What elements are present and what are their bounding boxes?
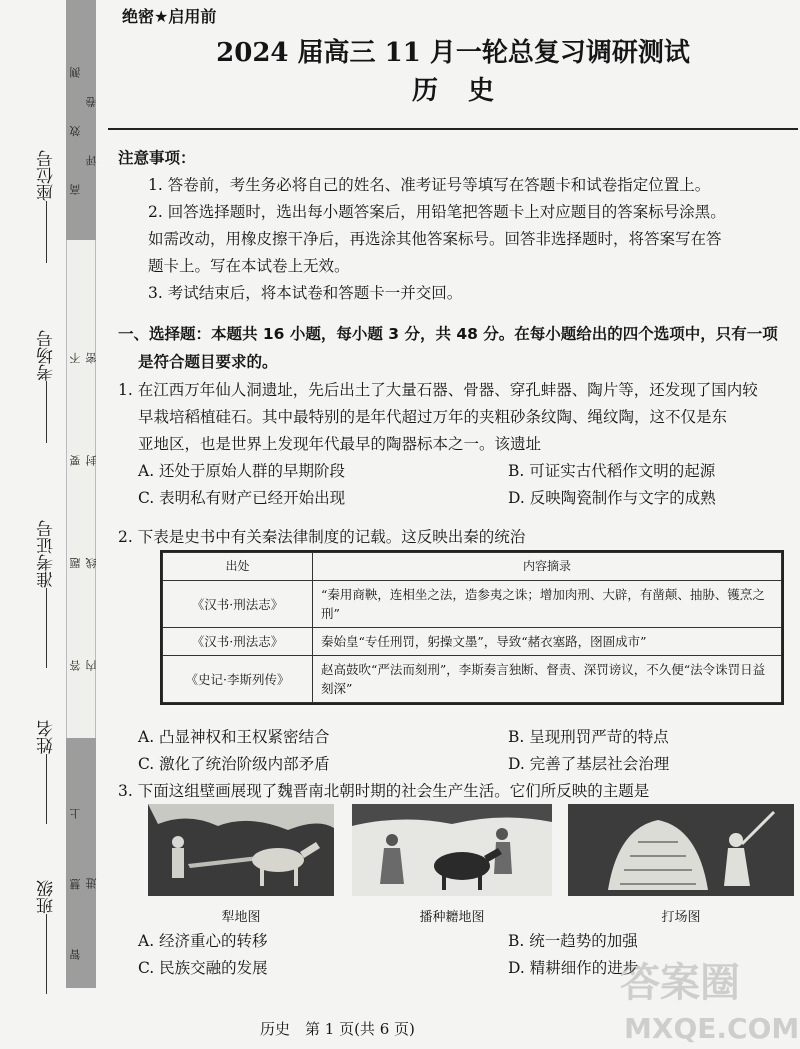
q1-stem-line: 亚地区，也是世界上发现年代最早的陶器标本之一。该遗址	[138, 435, 542, 453]
section-heading	[118, 320, 798, 376]
secret-mark: 绝密★启用前	[122, 7, 217, 26]
mural-threshing-image	[568, 804, 794, 896]
q3-option-c[interactable]: C. 民族交融的发展	[138, 959, 268, 977]
exam-room-field[interactable]	[34, 330, 59, 447]
mural-caption: 播种耱地图	[419, 910, 485, 925]
subject-title: 历史	[411, 76, 524, 106]
note-item: 3. 考试结束后，将本试卷和答题卡一并交回。	[148, 284, 463, 302]
seat-field[interactable]	[34, 150, 59, 267]
header-rule	[108, 128, 798, 130]
table-row	[163, 581, 782, 628]
binding-margin	[0, 0, 100, 1049]
notes-heading: 注意事项：	[118, 149, 196, 167]
question-3-stem: 3. 下面这组壁画展现了魏晋南北朝时期的社会生产生活。它们所反映的主题是	[118, 782, 650, 800]
notes-block	[118, 145, 798, 307]
name-field[interactable]	[34, 720, 59, 828]
exam-id-line	[46, 588, 47, 668]
q2-option-a[interactable]: A. 凸显神权和王权紧密结合	[138, 728, 330, 746]
q1-stem-line: 1. 在江西万年仙人洞遗址，先后出土了大量石器、骨器、穿孔蚌器、陶片等，还发现了国内较	[118, 381, 758, 399]
exam-title: 2024 届高三 11 月一轮总复习调研测试	[216, 38, 690, 68]
table-cell-content: 秦始皇“专任刑罚，躬操文墨”，导致“赭衣塞路，囹圄成市”	[313, 628, 782, 656]
q1-option-c[interactable]: C. 表明私有财产已经开始出现	[138, 489, 346, 507]
q2-option-c[interactable]: C. 激化了统治阶级内部矛盾	[138, 755, 330, 773]
q1-option-d[interactable]: D. 反映陶瓷制作与文字的成熟	[508, 489, 716, 507]
table-cell-content: 赵高鼓吹“严法而刻刑”，李斯奏言独断、督责、深罚谤议，不久便“法令诛罚日益刻深”	[313, 656, 782, 703]
exam-id-label: 准考证号	[37, 520, 57, 588]
q2-law-table	[162, 552, 782, 703]
table-row	[163, 656, 782, 703]
q3-option-a[interactable]: A. 经济重心的转移	[138, 932, 268, 950]
class-line	[46, 914, 47, 994]
question-1	[118, 377, 798, 512]
q2-option-d[interactable]: D. 完善了基层社会治理	[508, 755, 670, 773]
note-item: 1. 答卷前，考生务必将自己的姓名、准考证号等填写在答题卡和试卷指定位置上。	[148, 176, 711, 194]
exam-id-field[interactable]	[34, 520, 59, 672]
mural-sowing-image	[352, 804, 552, 896]
section-line: 是符合题目要求的。	[138, 353, 278, 371]
question-2-options	[118, 724, 798, 778]
site-watermark-logo	[610, 944, 800, 1049]
note-item: 2. 回答选择题时，选出每小题答案后，用铅笔把答题卡上对应题目的答案标号涂黑。	[148, 203, 726, 221]
table-cell-content: “秦用商鞅，连相坐之法，造参夷之诛；增加肉刑、大辟，有凿颠、抽胁、镬烹之刑”	[313, 581, 782, 628]
q1-option-b[interactable]: B. 可证实古代稻作文明的起源	[508, 462, 716, 480]
question-2-stem: 2. 下表是史书中有关秦法律制度的记载。这反映出秦的统治	[118, 528, 526, 546]
table-header-content: 内容摘录	[313, 553, 782, 581]
mural-group	[148, 804, 798, 934]
mural-caption: 打场图	[661, 910, 701, 925]
margin-band-middle-text: 答 题 要 不 内 线 封 密	[69, 308, 98, 672]
margin-band-bottom-text: 智 慧 上 进	[69, 780, 98, 960]
exam-room-line	[46, 381, 47, 443]
svg-text:MXQE.COM: MXQE.COM	[624, 1012, 800, 1045]
class-label: 班级	[37, 880, 57, 914]
table-cell-source: 《汉书·刑法志》	[163, 581, 313, 628]
table-row	[163, 628, 782, 656]
section-line: 一、选择题：本题共 16 小题，每小题 3 分，共 48 分。在每小题给出的四个选项中，只有一项	[118, 325, 778, 343]
table-cell-source: 《汉书·刑法志》	[163, 628, 313, 656]
name-line	[46, 754, 47, 824]
seat-label: 座位号	[37, 150, 57, 201]
svg-text:答案圈: 答案圈	[620, 960, 740, 1006]
q2-option-b[interactable]: B. 呈现刑罚严苛的特点	[508, 728, 669, 746]
note-item: 如需改动，用橡皮擦干净后，再选涂其他答案标号。回答非选择题时，将答案写在答	[148, 230, 722, 248]
q3-option-b[interactable]: B. 统一趋势的加强	[508, 932, 638, 950]
note-item: 题卡上。写在本试卷上无效。	[148, 257, 350, 275]
mural-plowing-image	[148, 804, 334, 896]
table-header-row	[163, 553, 782, 581]
exam-room-label: 考场号	[37, 330, 57, 381]
name-label: 姓名	[37, 720, 57, 754]
class-field[interactable]	[34, 880, 59, 998]
page-footer: 历史 第 1 页(共 6 页)	[260, 1020, 415, 1038]
table-header-source: 出处	[163, 553, 313, 581]
q1-option-a[interactable]: A. 还处于原始人群的早期阶段	[138, 462, 346, 480]
q3-option-d[interactable]: D. 精耕细作的进步	[508, 959, 639, 977]
margin-band-top-text: 高 效 测 评 卷	[69, 45, 98, 195]
mural-caption: 犁地图	[221, 910, 261, 925]
table-cell-source: 《史记·李斯列传》	[163, 656, 313, 703]
seat-line	[46, 201, 47, 263]
q1-stem-line: 早栽培稻植硅石。其中最特别的是年代超过万年的夹粗砂条纹陶、绳纹陶，这不仅是东	[138, 408, 728, 426]
